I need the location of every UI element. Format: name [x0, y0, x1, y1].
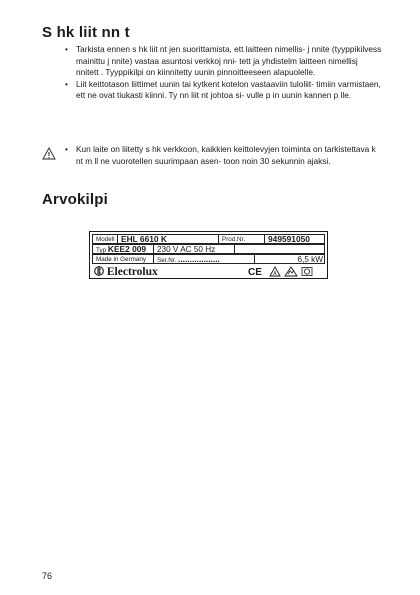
modell-value: EHL 6610 K	[121, 234, 167, 244]
warning-bullets	[64, 144, 382, 167]
certification-marks-icon	[266, 266, 320, 277]
warning-icon	[42, 147, 56, 160]
plate-row-model	[92, 234, 325, 244]
brand-name: Electrolux	[106, 266, 158, 278]
electrolux-logo-icon	[94, 266, 104, 276]
section-title-electrical-connection: S hk liit nn t	[42, 24, 130, 41]
voltage-value: 230 V AC 50 Hz	[157, 245, 216, 254]
typ-label: Typ	[96, 247, 107, 254]
ce-mark: CE	[248, 267, 262, 278]
page-number: 76	[42, 571, 53, 581]
typ-value: KEE2 009	[107, 244, 147, 254]
section-title-rating-plate: Arvokilpi	[42, 191, 108, 208]
prodnr-value: 949591050	[268, 234, 310, 244]
list-item: • Tarkista ennen s hk liit nt jen suorittamista, ett laitteen nimellis- j nnite (tyyppikilvess mainittu j nnite) vastaa asuntosi verkkoj nni- tett ja yhdistelm laitteen nimellisj nnitett . Tyyppikilpi on kiinnitetty uunin pinnoitteeseen alapuolelle.	[64, 44, 382, 79]
rating-plate	[89, 231, 328, 279]
sernr-value: ..................	[178, 254, 220, 264]
plate-row-type	[92, 244, 325, 254]
electrical-connection-bullets	[64, 44, 382, 102]
prodnr-label: Prod.Nr.	[219, 235, 265, 243]
made-in-text: Made in Germany	[93, 255, 154, 263]
list-item: • Kun laite on liitetty s hk verkkoon, kaikkien keittolevyjen toiminta on tarkistettava k nt m ll ne vuorotellen suurimpaan asen- toon noin 30 sekunnin ajaksi.	[64, 144, 382, 167]
sernr-label: Ser.Nr.	[157, 257, 177, 264]
list-item: • Liit keittotason liittimet uunin tai kytkent kotelon vastaaviin tuloliit- timiin varmistaen, ett ne ovat tiukasti kiinni. Ty nn liit nt johtoa si- vulle p in uunin kannen p lle.	[64, 79, 382, 102]
svg-text:A: A	[273, 271, 277, 277]
power-value: 6,5 kW	[297, 255, 323, 264]
modell-label: Modell	[93, 235, 118, 243]
plate-row-origin	[92, 254, 325, 264]
brand-logo	[94, 266, 158, 278]
